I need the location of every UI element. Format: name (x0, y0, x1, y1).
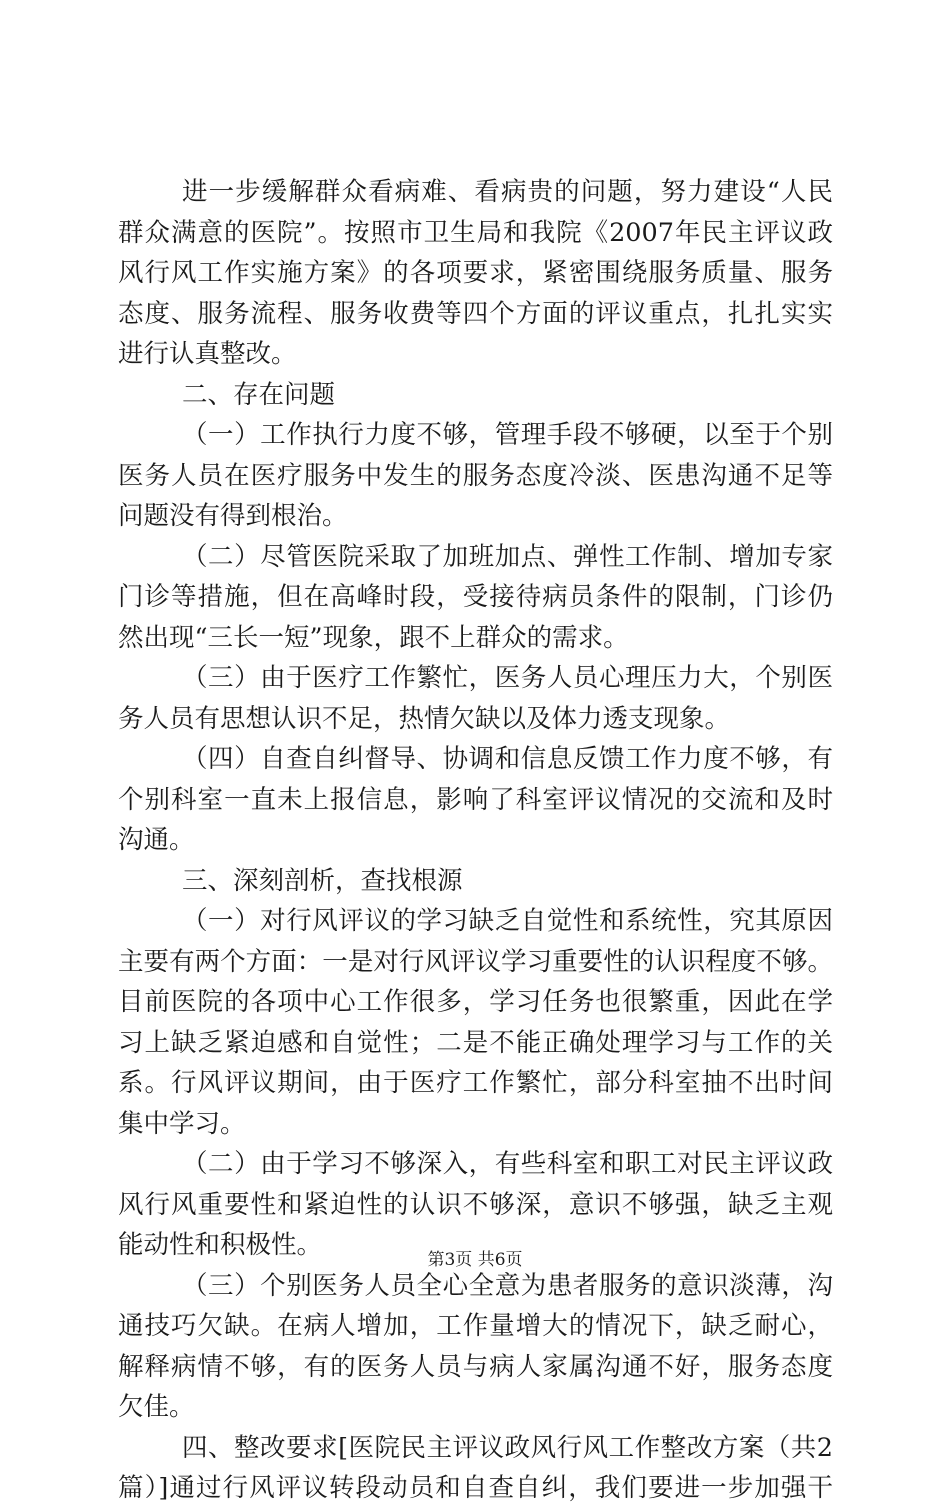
text-line: （二）由于学习不够深入，有些科室和职工对民主评议政 (182, 1149, 833, 1179)
text-line: 个别科室一直未上报信息，影响了科室评议情况的交流和及时 (118, 784, 833, 815)
text-line: 欠佳。 (118, 1392, 195, 1422)
text-line: 解释病情不够，有的医务人员与病人家属沟通不好，服务态度 (118, 1351, 833, 1382)
text-line: 风行风工作实施方案》的各项要求，紧密围绕服务质量、服务 (118, 258, 833, 288)
text-line: （四）自查自纠督导、协调和信息反馈工作力度不够，有 (182, 744, 833, 774)
text-line: 群众满意的医院”。按照市卫生局和我院《2007年民主评议政 (118, 217, 833, 248)
text-line: 然出现“三长一短”现象，跟不上群众的需求。 (118, 622, 629, 653)
text-line: （三）由于医疗工作繁忙，医务人员心理压力大，个别医 (182, 663, 833, 693)
section-heading: 二、存在问题 (182, 379, 336, 410)
text-line: 医务人员在医疗服务中发生的服务态度冷淡、医患沟通不足等 (118, 460, 833, 491)
section-heading: 四、整改要求[医院民主评议政风行风工作整改方案（共2 (182, 1432, 833, 1463)
text-line: 进一步缓解群众看病难、看病贵的问题，努力建设“人民 (182, 177, 833, 207)
text-line: （三）个别医务人员全心全意为患者服务的意识淡薄，沟 (182, 1270, 833, 1301)
text-line: 问题没有得到根治。 (118, 501, 348, 531)
text-line: 务人员有思想认识不足，热情欠缺以及体力透支现象。 (118, 703, 731, 734)
text-line: 进行认真整改。 (118, 339, 297, 369)
text-line: （二）尽管医院采取了加班加点、弹性工作制、增加专家 (182, 541, 833, 572)
text-line: （一）工作执行力度不够，管理手段不够硬，以至于个别 (182, 420, 833, 450)
text-line: （一）对行风评议的学习缺乏自觉性和系统性，究其原因 (182, 906, 833, 936)
page-number: 第3页 共6页 (427, 1250, 523, 1270)
text-line: 沟通。 (118, 825, 195, 855)
text-line: 风行风重要性和紧迫性的认识不够深，意识不够强，缺乏主观 (118, 1189, 833, 1220)
text-line: 主要有两个方面：一是对行风评议学习重要性的认识程度不够。 (118, 946, 833, 977)
section-heading: 三、深刻剖析，查找根源 (182, 865, 463, 896)
text-line: 通技巧欠缺。在病人增加，工作量增大的情况下，缺乏耐心， (118, 1311, 833, 1341)
text-line: 集中学习。 (118, 1108, 246, 1139)
text-line: 习上缺乏紧迫感和自觉性；二是不能正确处理学习与工作的关 (118, 1027, 833, 1058)
text-line: 系。行风评议期间，由于医疗工作繁忙，部分科室抽不出时间 (118, 1068, 833, 1098)
text-line: 目前医院的各项中心工作很多，学习任务也很繁重，因此在学 (118, 987, 833, 1017)
text-line: 态度、服务流程、服务收费等四个方面的评议重点，扎扎实实 (118, 298, 833, 329)
text-line: 门诊等措施，但在高峰时段，受接待病员条件的限制，门诊仍 (118, 582, 833, 612)
text-line: 篇）]通过行风评议转段动员和自查自纠，我们要进一步加强干 (118, 1473, 833, 1503)
text-line: 能动性和积极性。 (118, 1230, 323, 1260)
document-body (118, 172, 833, 1509)
